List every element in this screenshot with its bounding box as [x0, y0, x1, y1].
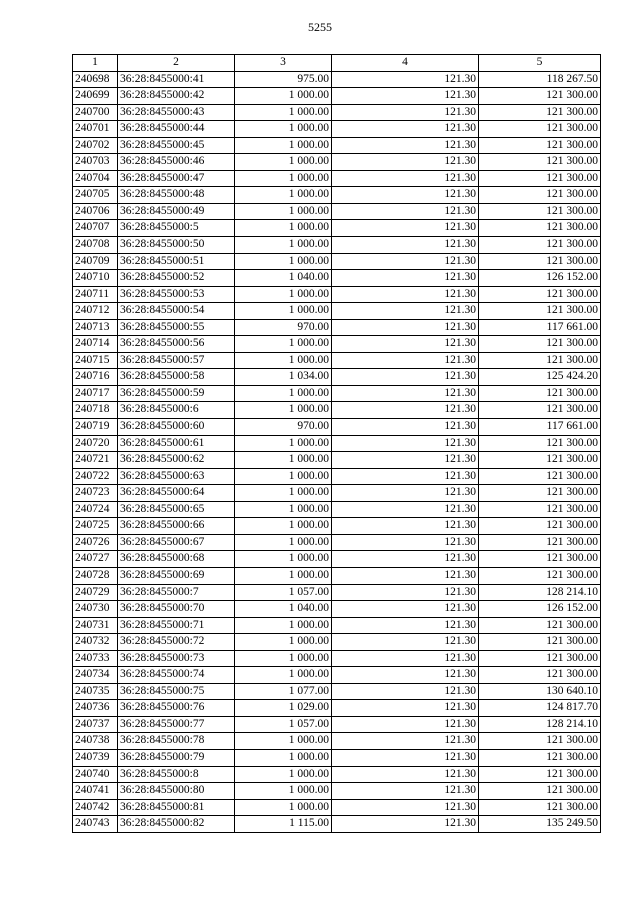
value-cell: 121 300.00	[479, 567, 601, 584]
value-cell: 121 300.00	[479, 617, 601, 634]
area-cell: 1 000.00	[235, 501, 332, 518]
cadastral-number-cell: 36:28:8455000:45	[118, 137, 235, 154]
row-id-cell: 240727	[73, 551, 118, 568]
table-row	[73, 369, 601, 386]
rate-cell: 121.30	[332, 733, 479, 750]
cadastral-number-cell: 36:28:8455000:63	[118, 468, 235, 485]
cadastral-number-cell: 36:28:8455000:58	[118, 369, 235, 386]
area-cell: 1 000.00	[235, 667, 332, 684]
value-cell: 121 300.00	[479, 137, 601, 154]
rate-cell: 121.30	[332, 71, 479, 88]
cadastral-number-cell: 36:28:8455000:41	[118, 71, 235, 88]
cadastral-number-cell: 36:28:8455000:55	[118, 319, 235, 336]
page-number: 5255	[308, 20, 332, 34]
value-cell: 121 300.00	[479, 154, 601, 171]
row-id-cell: 240738	[73, 733, 118, 750]
rate-cell: 121.30	[332, 567, 479, 584]
rate-cell: 121.30	[332, 683, 479, 700]
row-id-cell: 240725	[73, 518, 118, 535]
table-row	[73, 617, 601, 634]
value-cell: 121 300.00	[479, 352, 601, 369]
row-id-cell: 240730	[73, 601, 118, 618]
cadastral-number-cell: 36:28:8455000:64	[118, 485, 235, 502]
cadastral-number-cell: 36:28:8455000:44	[118, 121, 235, 138]
rate-cell: 121.30	[332, 667, 479, 684]
area-cell: 1 034.00	[235, 369, 332, 386]
row-id-cell: 240729	[73, 584, 118, 601]
row-id-cell: 240733	[73, 650, 118, 667]
cadastral-number-cell: 36:28:8455000:79	[118, 749, 235, 766]
value-cell: 128 214.10	[479, 716, 601, 733]
table-row	[73, 385, 601, 402]
value-cell: 130 640.10	[479, 683, 601, 700]
rate-cell: 121.30	[332, 352, 479, 369]
rate-cell: 121.30	[332, 783, 479, 800]
value-cell: 121 300.00	[479, 435, 601, 452]
value-cell: 121 300.00	[479, 303, 601, 320]
table-row	[73, 534, 601, 551]
cadastral-number-cell: 36:28:8455000:75	[118, 683, 235, 700]
table-row	[73, 816, 601, 833]
area-cell: 1 040.00	[235, 601, 332, 618]
table-row	[73, 799, 601, 816]
value-cell: 126 152.00	[479, 270, 601, 287]
rate-cell: 121.30	[332, 121, 479, 138]
value-cell: 121 300.00	[479, 634, 601, 651]
rate-cell: 121.30	[332, 650, 479, 667]
cadastral-number-cell: 36:28:8455000:60	[118, 419, 235, 436]
cadastral-number-cell: 36:28:8455000:65	[118, 501, 235, 518]
row-id-cell: 240706	[73, 203, 118, 220]
row-id-cell: 240713	[73, 319, 118, 336]
area-cell: 1 000.00	[235, 783, 332, 800]
value-cell: 117 661.00	[479, 419, 601, 436]
rate-cell: 121.30	[332, 137, 479, 154]
row-id-cell: 240708	[73, 237, 118, 254]
table-row	[73, 286, 601, 303]
table-row	[73, 137, 601, 154]
cadastral-number-cell: 36:28:8455000:76	[118, 700, 235, 717]
row-id-cell: 240705	[73, 187, 118, 204]
rate-cell: 121.30	[332, 88, 479, 105]
row-id-cell: 240718	[73, 402, 118, 419]
area-cell: 1 000.00	[235, 203, 332, 220]
value-cell: 121 300.00	[479, 799, 601, 816]
value-cell: 128 214.10	[479, 584, 601, 601]
rate-cell: 121.30	[332, 253, 479, 270]
area-cell: 1 000.00	[235, 137, 332, 154]
area-cell: 1 000.00	[235, 385, 332, 402]
row-id-cell: 240703	[73, 154, 118, 171]
row-id-cell: 240704	[73, 170, 118, 187]
cadastral-number-cell: 36:28:8455000:49	[118, 203, 235, 220]
row-id-cell: 240735	[73, 683, 118, 700]
area-cell: 1 000.00	[235, 650, 332, 667]
rate-cell: 121.30	[332, 303, 479, 320]
value-cell: 125 424.20	[479, 369, 601, 386]
area-cell: 970.00	[235, 419, 332, 436]
area-cell: 1 000.00	[235, 766, 332, 783]
cadastral-number-cell: 36:28:8455000:57	[118, 352, 235, 369]
column-header: 3	[235, 55, 332, 72]
table-row	[73, 435, 601, 452]
cadastral-number-cell: 36:28:8455000:69	[118, 567, 235, 584]
row-id-cell: 240699	[73, 88, 118, 105]
table-row	[73, 352, 601, 369]
value-cell: 118 267.50	[479, 71, 601, 88]
row-id-cell: 240728	[73, 567, 118, 584]
area-cell: 1 000.00	[235, 170, 332, 187]
area-cell: 1 057.00	[235, 584, 332, 601]
cadastral-number-cell: 36:28:8455000:48	[118, 187, 235, 204]
row-id-cell: 240712	[73, 303, 118, 320]
table-row	[73, 749, 601, 766]
row-id-cell: 240721	[73, 452, 118, 469]
area-cell: 1 000.00	[235, 799, 332, 816]
value-cell: 121 300.00	[479, 501, 601, 518]
column-header: 5	[479, 55, 601, 72]
table-row	[73, 419, 601, 436]
cadastral-number-cell: 36:28:8455000:80	[118, 783, 235, 800]
area-cell: 1 000.00	[235, 154, 332, 171]
rate-cell: 121.30	[332, 220, 479, 237]
cadastral-number-cell: 36:28:8455000:68	[118, 551, 235, 568]
row-id-cell: 240710	[73, 270, 118, 287]
value-cell: 121 300.00	[479, 203, 601, 220]
cadastral-number-cell: 36:28:8455000:70	[118, 601, 235, 618]
cadastral-number-cell: 36:28:8455000:81	[118, 799, 235, 816]
table-row	[73, 766, 601, 783]
value-cell: 121 300.00	[479, 187, 601, 204]
row-id-cell: 240707	[73, 220, 118, 237]
row-id-cell: 240741	[73, 783, 118, 800]
row-id-cell: 240734	[73, 667, 118, 684]
value-cell: 121 300.00	[479, 485, 601, 502]
row-id-cell: 240724	[73, 501, 118, 518]
rate-cell: 121.30	[332, 766, 479, 783]
rate-cell: 121.30	[332, 518, 479, 535]
table-row	[73, 402, 601, 419]
rate-cell: 121.30	[332, 237, 479, 254]
row-id-cell: 240711	[73, 286, 118, 303]
area-cell: 1 000.00	[235, 88, 332, 105]
rate-cell: 121.30	[332, 634, 479, 651]
rate-cell: 121.30	[332, 700, 479, 717]
value-cell: 121 300.00	[479, 220, 601, 237]
table-row	[73, 716, 601, 733]
row-id-cell: 240742	[73, 799, 118, 816]
table-row	[73, 783, 601, 800]
table-row	[73, 88, 601, 105]
value-cell: 121 300.00	[479, 336, 601, 353]
rate-cell: 121.30	[332, 319, 479, 336]
table-row	[73, 121, 601, 138]
table-body	[73, 71, 601, 832]
rate-cell: 121.30	[332, 203, 479, 220]
area-cell: 1 000.00	[235, 237, 332, 254]
row-id-cell: 240717	[73, 385, 118, 402]
cadastral-number-cell: 36:28:8455000:66	[118, 518, 235, 535]
value-cell: 121 300.00	[479, 170, 601, 187]
row-id-cell: 240732	[73, 634, 118, 651]
table-row	[73, 634, 601, 651]
cadastral-number-cell: 36:28:8455000:72	[118, 634, 235, 651]
area-cell: 1 000.00	[235, 220, 332, 237]
area-cell: 1 000.00	[235, 617, 332, 634]
cadastral-number-cell: 36:28:8455000:59	[118, 385, 235, 402]
cadastral-number-cell: 36:28:8455000:47	[118, 170, 235, 187]
cadastral-number-cell: 36:28:8455000:78	[118, 733, 235, 750]
row-id-cell: 240719	[73, 419, 118, 436]
area-cell: 1 000.00	[235, 402, 332, 419]
table-row	[73, 253, 601, 270]
area-cell: 970.00	[235, 319, 332, 336]
table-row	[73, 170, 601, 187]
table-row	[73, 187, 601, 204]
area-cell: 1 000.00	[235, 104, 332, 121]
rate-cell: 121.30	[332, 617, 479, 634]
area-cell: 1 000.00	[235, 303, 332, 320]
value-cell: 121 300.00	[479, 518, 601, 535]
area-cell: 1 000.00	[235, 187, 332, 204]
cadastral-number-cell: 36:28:8455000:53	[118, 286, 235, 303]
cadastral-number-cell: 36:28:8455000:71	[118, 617, 235, 634]
rate-cell: 121.30	[332, 187, 479, 204]
table-row	[73, 336, 601, 353]
row-id-cell: 240722	[73, 468, 118, 485]
cadastral-number-cell: 36:28:8455000:52	[118, 270, 235, 287]
cadastral-number-cell: 36:28:8455000:56	[118, 336, 235, 353]
rate-cell: 121.30	[332, 534, 479, 551]
row-id-cell: 240736	[73, 700, 118, 717]
rate-cell: 121.30	[332, 551, 479, 568]
rate-cell: 121.30	[332, 336, 479, 353]
rate-cell: 121.30	[332, 402, 479, 419]
value-cell: 121 300.00	[479, 253, 601, 270]
rate-cell: 121.30	[332, 716, 479, 733]
area-cell: 1 000.00	[235, 435, 332, 452]
rate-cell: 121.30	[332, 601, 479, 618]
rate-cell: 121.30	[332, 170, 479, 187]
cadastral-number-cell: 36:28:8455000:7	[118, 584, 235, 601]
rate-cell: 121.30	[332, 419, 479, 436]
table-row	[73, 518, 601, 535]
value-cell: 124 817.70	[479, 700, 601, 717]
table-row	[73, 567, 601, 584]
table-row	[73, 700, 601, 717]
value-cell: 121 300.00	[479, 121, 601, 138]
column-header: 2	[118, 55, 235, 72]
row-id-cell: 240740	[73, 766, 118, 783]
rate-cell: 121.30	[332, 816, 479, 833]
rate-cell: 121.30	[332, 584, 479, 601]
column-header: 1	[73, 55, 118, 72]
row-id-cell: 240701	[73, 121, 118, 138]
cadastral-number-cell: 36:28:8455000:51	[118, 253, 235, 270]
cadastral-number-cell: 36:28:8455000:5	[118, 220, 235, 237]
table-row	[73, 71, 601, 88]
area-cell: 1 077.00	[235, 683, 332, 700]
value-cell: 126 152.00	[479, 601, 601, 618]
area-cell: 1 029.00	[235, 700, 332, 717]
area-cell: 1 000.00	[235, 634, 332, 651]
rate-cell: 121.30	[332, 452, 479, 469]
row-id-cell: 240726	[73, 534, 118, 551]
table-row	[73, 650, 601, 667]
cadastral-number-cell: 36:28:8455000:54	[118, 303, 235, 320]
cadastral-number-cell: 36:28:8455000:46	[118, 154, 235, 171]
cadastral-number-cell: 36:28:8455000:67	[118, 534, 235, 551]
area-cell: 1 000.00	[235, 567, 332, 584]
row-id-cell: 240720	[73, 435, 118, 452]
table-row	[73, 468, 601, 485]
rate-cell: 121.30	[332, 749, 479, 766]
table-row	[73, 501, 601, 518]
area-cell: 1 000.00	[235, 534, 332, 551]
row-id-cell: 240709	[73, 253, 118, 270]
row-id-cell: 240716	[73, 369, 118, 386]
rate-cell: 121.30	[332, 468, 479, 485]
cadastral-number-cell: 36:28:8455000:73	[118, 650, 235, 667]
cadastral-number-cell: 36:28:8455000:42	[118, 88, 235, 105]
row-id-cell: 240739	[73, 749, 118, 766]
value-cell: 121 300.00	[479, 733, 601, 750]
table-row	[73, 203, 601, 220]
row-id-cell: 240743	[73, 816, 118, 833]
cadastral-number-cell: 36:28:8455000:77	[118, 716, 235, 733]
table-row	[73, 270, 601, 287]
rate-cell: 121.30	[332, 286, 479, 303]
value-cell: 121 300.00	[479, 534, 601, 551]
area-cell: 1 115.00	[235, 816, 332, 833]
cadastral-number-cell: 36:28:8455000:74	[118, 667, 235, 684]
cadastral-number-cell: 36:28:8455000:43	[118, 104, 235, 121]
table-row	[73, 667, 601, 684]
area-cell: 1 000.00	[235, 286, 332, 303]
cadastral-number-cell: 36:28:8455000:50	[118, 237, 235, 254]
row-id-cell: 240702	[73, 137, 118, 154]
rate-cell: 121.30	[332, 501, 479, 518]
value-cell: 121 300.00	[479, 286, 601, 303]
row-id-cell: 240714	[73, 336, 118, 353]
value-cell: 121 300.00	[479, 667, 601, 684]
value-cell: 121 300.00	[479, 385, 601, 402]
area-cell: 1 000.00	[235, 468, 332, 485]
area-cell: 1 000.00	[235, 518, 332, 535]
rate-cell: 121.30	[332, 485, 479, 502]
table-row	[73, 733, 601, 750]
data-table	[72, 54, 601, 833]
table-row	[73, 303, 601, 320]
cadastral-number-cell: 36:28:8455000:8	[118, 766, 235, 783]
value-cell: 121 300.00	[479, 650, 601, 667]
value-cell: 135 249.50	[479, 816, 601, 833]
table-row	[73, 220, 601, 237]
table-row	[73, 319, 601, 336]
table-row	[73, 601, 601, 618]
value-cell: 121 300.00	[479, 88, 601, 105]
rate-cell: 121.30	[332, 385, 479, 402]
cadastral-number-cell: 36:28:8455000:6	[118, 402, 235, 419]
rate-cell: 121.30	[332, 435, 479, 452]
area-cell: 1 000.00	[235, 452, 332, 469]
area-cell: 1 000.00	[235, 733, 332, 750]
value-cell: 121 300.00	[479, 766, 601, 783]
table-row	[73, 452, 601, 469]
area-cell: 1 000.00	[235, 352, 332, 369]
cadastral-number-cell: 36:28:8455000:62	[118, 452, 235, 469]
value-cell: 121 300.00	[479, 402, 601, 419]
value-cell: 121 300.00	[479, 551, 601, 568]
table-row	[73, 104, 601, 121]
row-id-cell: 240731	[73, 617, 118, 634]
area-cell: 1 000.00	[235, 121, 332, 138]
row-id-cell: 240737	[73, 716, 118, 733]
table-row	[73, 551, 601, 568]
row-id-cell: 240723	[73, 485, 118, 502]
rate-cell: 121.30	[332, 154, 479, 171]
column-header: 4	[332, 55, 479, 72]
value-cell: 121 300.00	[479, 749, 601, 766]
area-cell: 1 000.00	[235, 336, 332, 353]
row-id-cell: 240715	[73, 352, 118, 369]
value-cell: 121 300.00	[479, 237, 601, 254]
rate-cell: 121.30	[332, 104, 479, 121]
area-cell: 975.00	[235, 71, 332, 88]
value-cell: 121 300.00	[479, 452, 601, 469]
table-row	[73, 485, 601, 502]
table-row	[73, 237, 601, 254]
value-cell: 121 300.00	[479, 104, 601, 121]
cadastral-number-cell: 36:28:8455000:61	[118, 435, 235, 452]
area-cell: 1 000.00	[235, 551, 332, 568]
cadastral-number-cell: 36:28:8455000:82	[118, 816, 235, 833]
area-cell: 1 040.00	[235, 270, 332, 287]
rate-cell: 121.30	[332, 270, 479, 287]
table-row	[73, 154, 601, 171]
value-cell: 121 300.00	[479, 783, 601, 800]
area-cell: 1 057.00	[235, 716, 332, 733]
area-cell: 1 000.00	[235, 253, 332, 270]
area-cell: 1 000.00	[235, 485, 332, 502]
value-cell: 121 300.00	[479, 468, 601, 485]
table-row	[73, 683, 601, 700]
table-header-row	[73, 55, 601, 72]
rate-cell: 121.30	[332, 369, 479, 386]
row-id-cell: 240700	[73, 104, 118, 121]
row-id-cell: 240698	[73, 71, 118, 88]
area-cell: 1 000.00	[235, 749, 332, 766]
value-cell: 117 661.00	[479, 319, 601, 336]
table-row	[73, 584, 601, 601]
rate-cell: 121.30	[332, 799, 479, 816]
